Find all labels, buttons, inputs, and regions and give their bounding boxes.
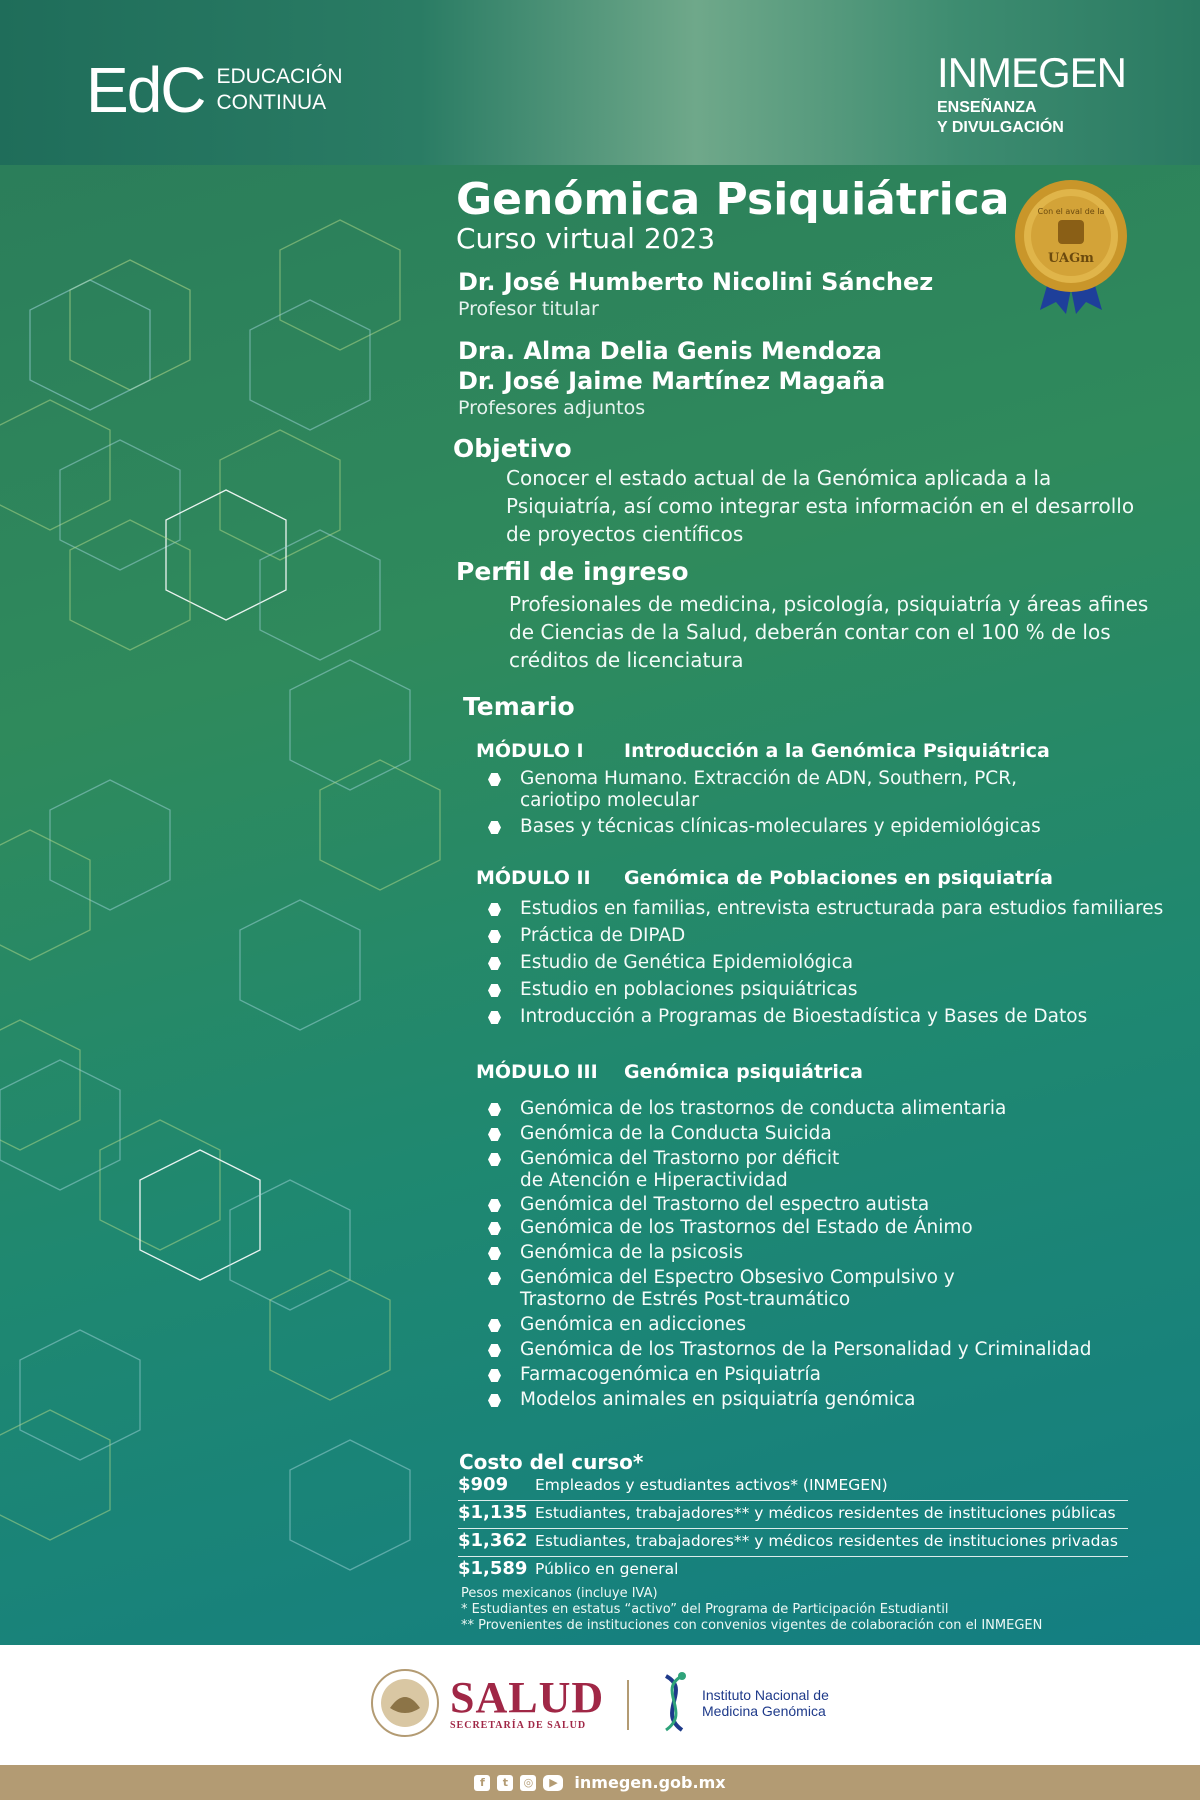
list-item: Genómica de los trastornos de conducta alimentaria: [486, 1098, 1166, 1120]
mexico-coat-of-arms-icon: [370, 1668, 440, 1738]
youtube-icon[interactable]: ▶: [543, 1775, 563, 1791]
cost-price: $1,362: [458, 1530, 528, 1551]
professor-titular-role: Profesor titular: [458, 298, 599, 320]
uagm-seal-icon: [1012, 178, 1130, 318]
inmegen-footer-line2: Medicina Genómica: [702, 1703, 826, 1719]
list-item: Estudio en poblaciones psiquiátricas: [486, 979, 1166, 1001]
instagram-icon[interactable]: ◎: [520, 1775, 536, 1791]
list-item: Modelos animales en psiquiatría genómica: [486, 1389, 1166, 1411]
inmegen-line1: ENSEÑANZA: [936, 99, 1037, 116]
module-2-title: Genómica de Poblaciones en psiquiatría: [624, 867, 1053, 889]
cost-row: [458, 1530, 1128, 1557]
twitter-icon[interactable]: t: [497, 1775, 513, 1791]
list-item: Introducción a Programas de Bioestadística y Bases de Datos: [486, 1006, 1166, 1028]
seal-text-bottom: UAGm: [1048, 251, 1094, 266]
list-item: Genómica de la Conducta Suicida: [486, 1123, 1166, 1145]
inmegen-footer-logo: [652, 1668, 829, 1738]
list-item: Genómica en adicciones: [486, 1314, 1166, 1336]
salud-text: [450, 1672, 605, 1731]
salud-subtitle: SECRETARÍA DE SALUD: [450, 1719, 587, 1731]
list-item: Genómica del Espectro Obsesivo Compulsivo y Trastorno de Estrés Post-traumático: [486, 1267, 960, 1311]
cost-desc: Público en general: [535, 1560, 679, 1578]
list-item: Bases y técnicas clínicas-moleculares y epidemiológicas: [486, 816, 1046, 838]
list-item: Farmacogenómica en Psiquiatría: [486, 1364, 1166, 1386]
salud-logo: [370, 1668, 604, 1738]
edc-subtitle: [217, 64, 343, 116]
list-item: Genómica de la psicosis: [486, 1242, 1166, 1264]
inmegen-footer-line1: Instituto Nacional de: [702, 1687, 829, 1703]
professor-adjunto-1: Dra. Alma Delia Genis Mendoza: [458, 337, 882, 365]
list-item: Genómica del Trastorno del espectro autista: [486, 1194, 1166, 1216]
list-item: Genoma Humano. Extracción de ADN, Southern, PCR, cariotipo molecular: [486, 768, 1046, 812]
list-item: Genómica del Trastorno por déficit de Atención e Hiperactividad: [486, 1148, 860, 1192]
cost-desc: Estudiantes, trabajadores** y médicos residentes de instituciones privadas: [535, 1532, 1118, 1550]
seal-text-top: Con el aval de la: [1037, 207, 1105, 216]
cost-price: $1,589: [458, 1558, 528, 1579]
module-1-label: MÓDULO I: [476, 740, 584, 762]
logo-divider: [627, 1680, 629, 1730]
cost-desc: Empleados y estudiantes activos* (INMEGEN): [535, 1476, 888, 1494]
header-band: [0, 0, 1200, 165]
module-1-list: [486, 768, 1046, 838]
website-link[interactable]: inmegen.gob.mx: [574, 1773, 726, 1792]
professor-titular: Dr. José Humberto Nicolini Sánchez: [458, 268, 934, 296]
module-3-title: Genómica psiquiátrica: [624, 1061, 864, 1083]
module-2-heading: [476, 867, 1053, 889]
edc-line1: EDUCACIÓN: [216, 65, 343, 88]
cost-row: [458, 1474, 1128, 1501]
objetivo-heading: Objetivo: [453, 434, 572, 463]
module-3-list: [486, 1098, 1166, 1411]
cost-row: [458, 1502, 1128, 1529]
list-item: Genómica de los Trastornos de la Personalidad y Criminalidad: [486, 1339, 1166, 1361]
list-item: Práctica de DIPAD: [486, 925, 1166, 947]
inmegen-subtitle: [937, 98, 1126, 138]
costo-heading: Costo del curso*: [459, 1450, 644, 1474]
module-2-label: MÓDULO II: [476, 867, 591, 889]
cost-price: $909: [458, 1474, 509, 1495]
module-1-heading: [476, 740, 1050, 762]
module-1-title: Introducción a la Genómica Psiquiátrica: [624, 740, 1050, 762]
facebook-icon[interactable]: f: [474, 1775, 490, 1791]
list-item: Genómica de los Trastornos del Estado de Ánimo: [486, 1217, 1166, 1239]
note-2: * Estudiantes en estatus “activo” del Programa de Participación Estudiantil: [461, 1602, 949, 1617]
edc-mark: EdC: [86, 54, 205, 126]
edc-logo: [86, 54, 343, 126]
inmegen-name: INMEGEN: [936, 49, 1126, 96]
professors-adjuntos-role: Profesores adjuntos: [458, 397, 646, 419]
course-title: Genómica Psiquiátrica: [456, 174, 1010, 225]
module-2-list: [486, 898, 1166, 1028]
inmegen-line2: Y DIVULGACIÓN: [936, 119, 1064, 136]
cost-price: $1,135: [458, 1502, 528, 1523]
course-subtitle: Curso virtual 2023: [456, 222, 716, 255]
note-3: ** Provenientes de instituciones con convenios vigentes de colaboración con el INMEGEN: [461, 1618, 1043, 1633]
dna-icon: [652, 1668, 696, 1738]
module-3-label: MÓDULO III: [476, 1061, 598, 1083]
list-item: Estudio de Genética Epidemiológica: [486, 952, 1166, 974]
module-3-heading: [476, 1061, 864, 1083]
perfil-text: Profesionales de medicina, psicología, psiquiatría y áreas afines de Ciencias de la Salud, deberán contar con el 100 % de los créditos de licenciatura: [509, 592, 1149, 672]
cost-notes: [461, 1586, 1042, 1634]
professor-adjunto-2: Dr. José Jaime Martínez Magaña: [458, 367, 886, 395]
inmegen-footer-text: [702, 1687, 829, 1719]
note-1: Pesos mexicanos (incluye IVA): [461, 1586, 658, 1601]
list-item: Estudios en familias, entrevista estructurada para estudios familiares: [486, 898, 1166, 920]
cost-row: [458, 1558, 1128, 1584]
temario-heading: Temario: [463, 692, 575, 721]
objetivo-text: Conocer el estado actual de la Genómica aplicada a la Psiquiatría, así como integrar esta información en el desarrollo de proyectos científicos: [506, 466, 1135, 546]
hexagon-pattern: [0, 165, 460, 1645]
inmegen-logo: [936, 49, 1126, 138]
perfil-heading: Perfil de ingreso: [456, 557, 689, 586]
edc-line2: CONTINUA: [216, 91, 327, 114]
salud-name: SALUD: [450, 1672, 605, 1722]
website-line: [0, 1765, 1200, 1800]
cost-desc: Estudiantes, trabajadores** y médicos residentes de instituciones públicas: [535, 1504, 1116, 1522]
